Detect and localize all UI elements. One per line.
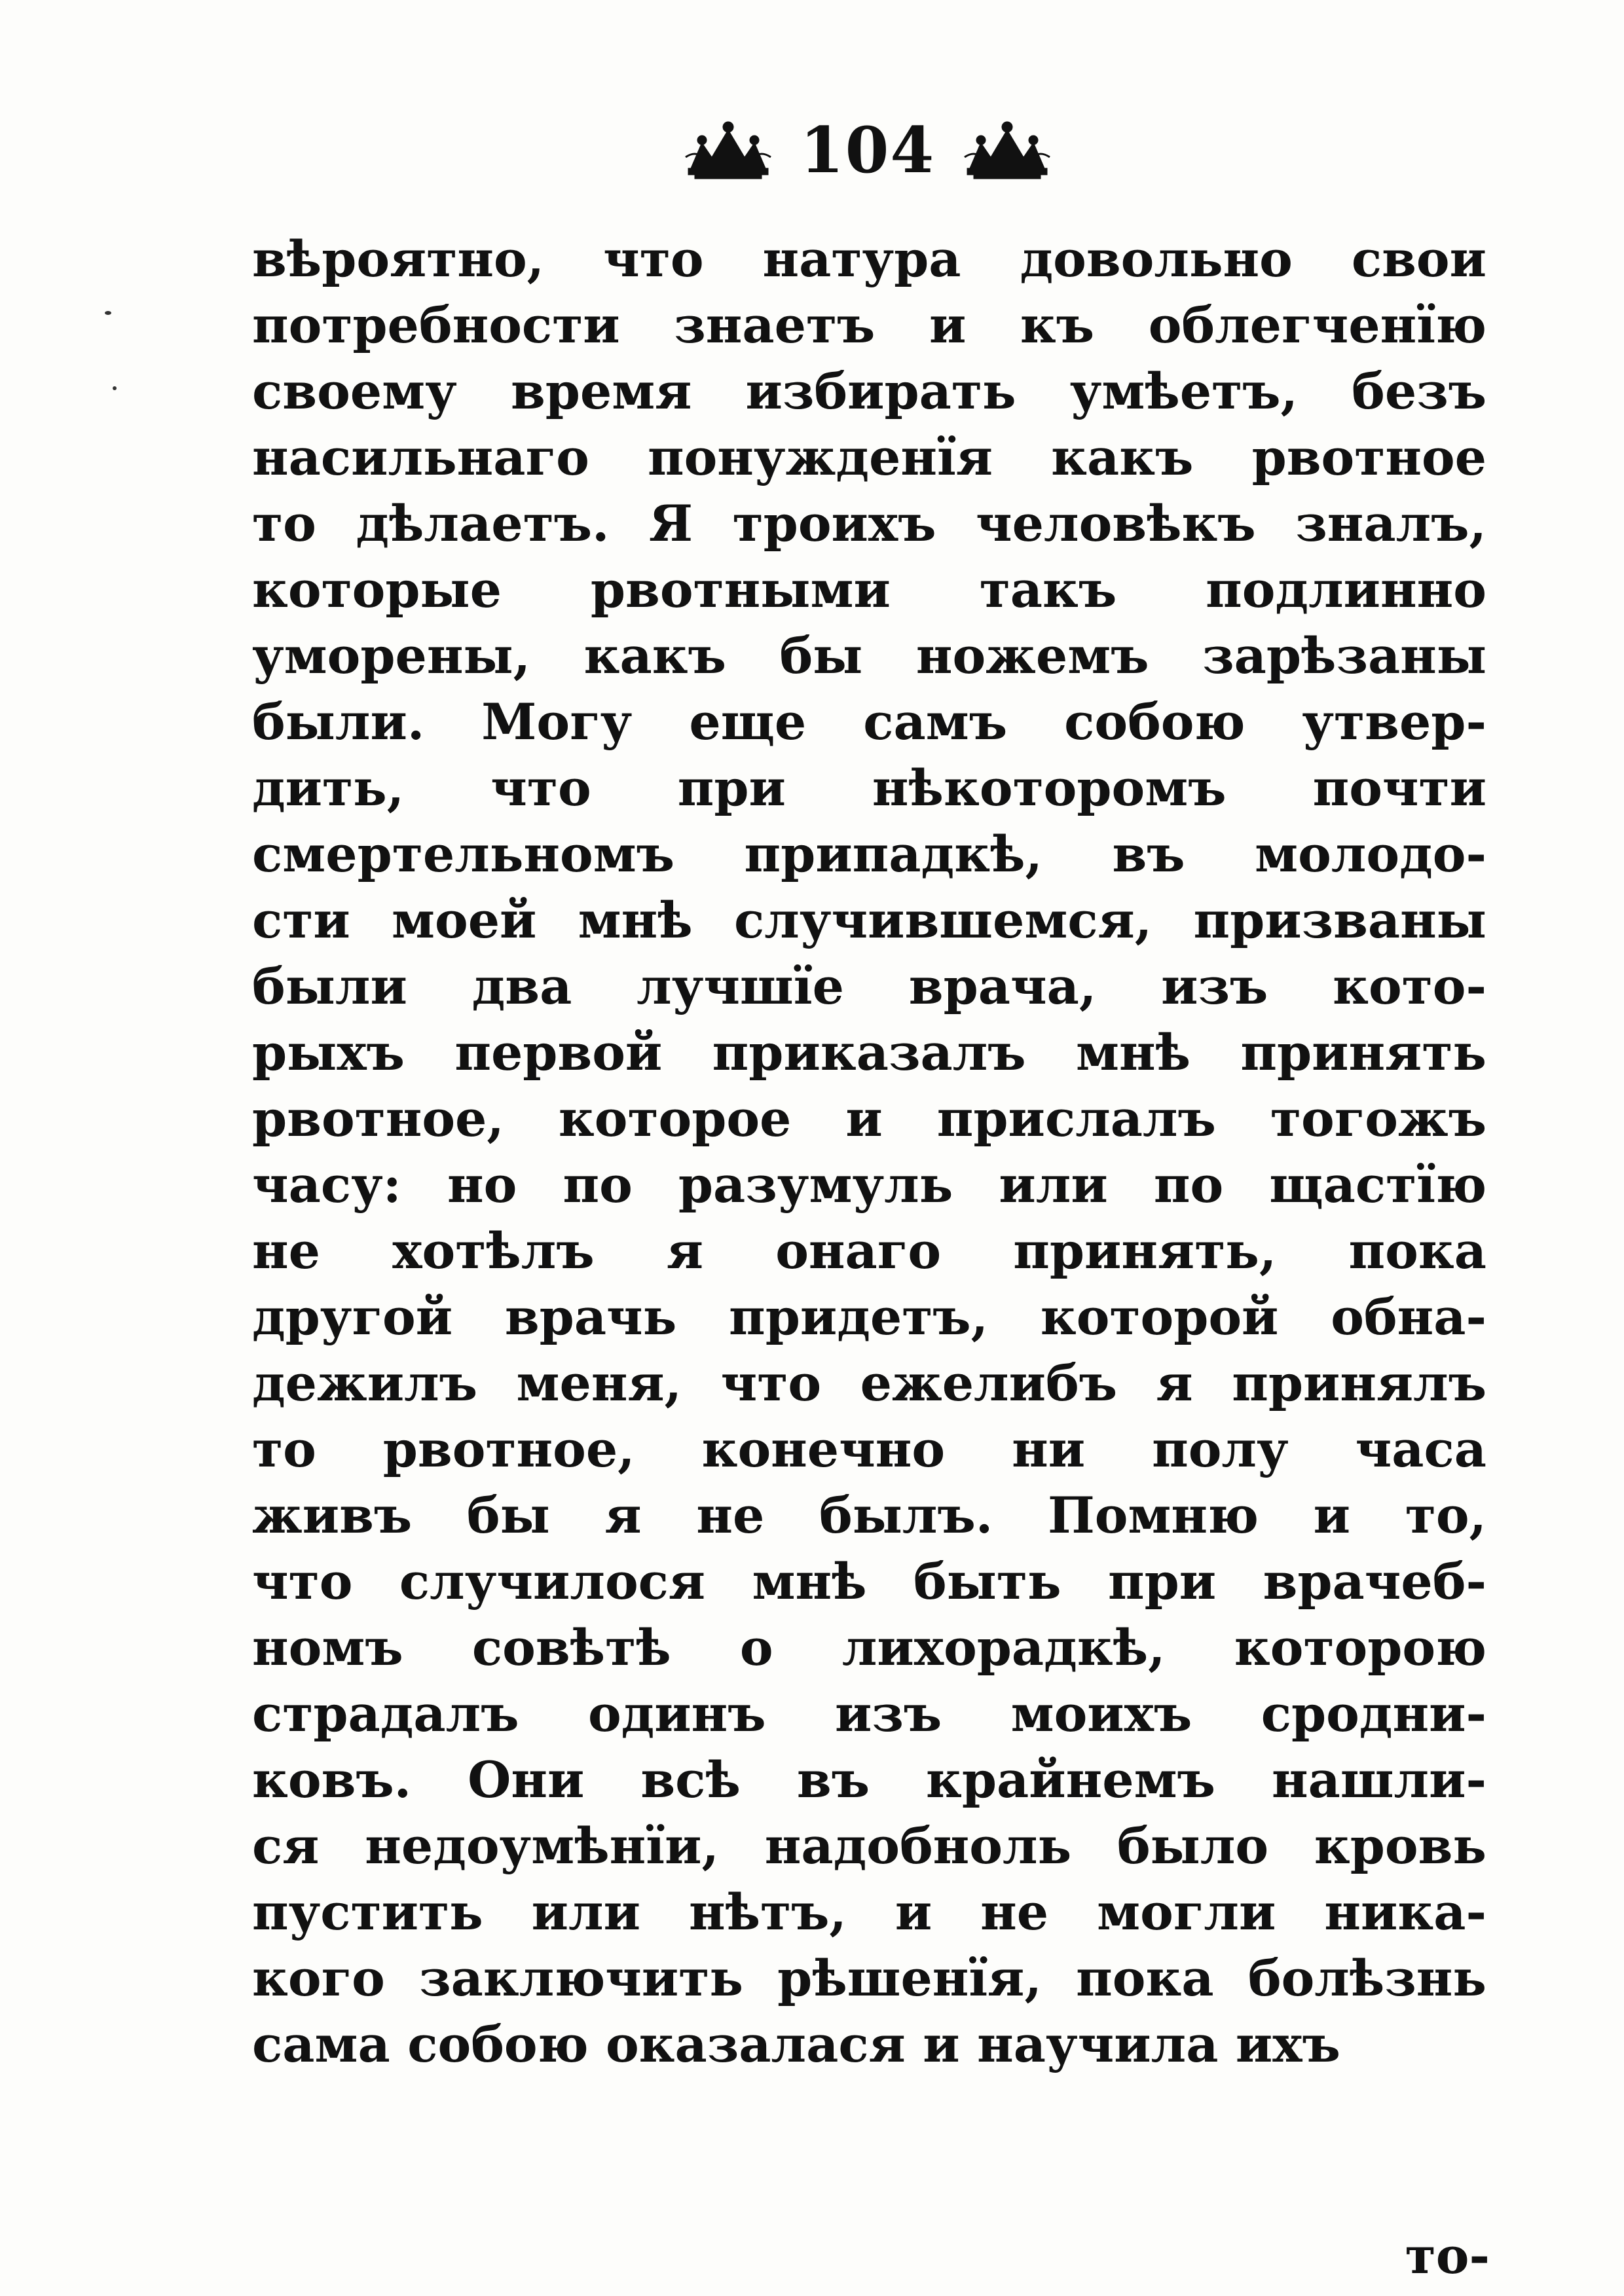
text-line: уморены, какъ бы ножемъ зарѣзаны (252, 627, 1486, 685)
text-line: сти моей мнѣ случившемся, призваны (252, 891, 1486, 949)
text-line: были два лучшїе врача, изъ кото- (252, 957, 1486, 1015)
crown-ornament-icon (682, 118, 774, 183)
body-text (252, 226, 1486, 2077)
text-line: живъ бы я не былъ. Помню и то, (252, 1486, 1486, 1544)
text-line: насильнаго понужденїя какъ рвотное (252, 428, 1486, 486)
text-line: потребности знаетъ и къ облегченїю (252, 296, 1486, 354)
text-line: другой врачь придетъ, которой обна- (252, 1288, 1486, 1346)
page-header (655, 98, 1080, 203)
text-line: вѣроятно, что натура довольно свои (252, 230, 1486, 288)
text-line: часу: но по разумуль или по щастїю (252, 1156, 1486, 1214)
text-line: которые рвотными такъ подлинно (252, 560, 1486, 619)
text-line: сама собою оказалася и научила ихъ (252, 2015, 1340, 2073)
text-line: не хотѣлъ я онаго принять, пока (252, 1222, 1486, 1280)
text-line: рыхъ первой приказалъ мнѣ принять (252, 1023, 1486, 1082)
text-line: рвотное, которое и прислалъ тогожъ (252, 1089, 1486, 1148)
text-line: пустить или нѣтъ, и не могли ника- (252, 1883, 1486, 1941)
text-line: смертельномъ припадкѣ, въ молодо- (252, 825, 1486, 883)
text-line: кого заключить рѣшенїя, пока болѣзнь (252, 1949, 1486, 2007)
text-line: номъ совѣтѣ о лихорадкѣ, которою (252, 1618, 1486, 1677)
text-line: ся недоумѣнїи, надобноль было кровь (252, 1817, 1486, 1875)
margin-speck (105, 311, 111, 315)
catchword: то- (1405, 2227, 1490, 2285)
text-line: то дѣлаетъ. Я троихъ человѣкъ зналъ, (252, 494, 1486, 553)
text-line: что случилося мнѣ быть при врачеб- (252, 1552, 1486, 1611)
crown-ornament-icon (961, 118, 1053, 183)
text-line: страдалъ одинъ изъ моихъ сродни- (252, 1685, 1486, 1743)
text-line: ковъ. Они всѣ въ крайнемъ нашли- (252, 1751, 1486, 1809)
text-line: то рвотное, конечно ни полу часа (252, 1420, 1486, 1478)
margin-speck (113, 386, 117, 390)
text-line: дежилъ меня, что ежелибъ я принялъ (252, 1354, 1486, 1412)
page-number: 104 (800, 113, 936, 187)
text-line: своему время избирать умѣетъ, безъ (252, 362, 1486, 420)
text-line: дить, что при нѣкоторомъ почти (252, 759, 1486, 817)
text-line: были. Могу еще самъ собою утвер- (252, 693, 1486, 751)
